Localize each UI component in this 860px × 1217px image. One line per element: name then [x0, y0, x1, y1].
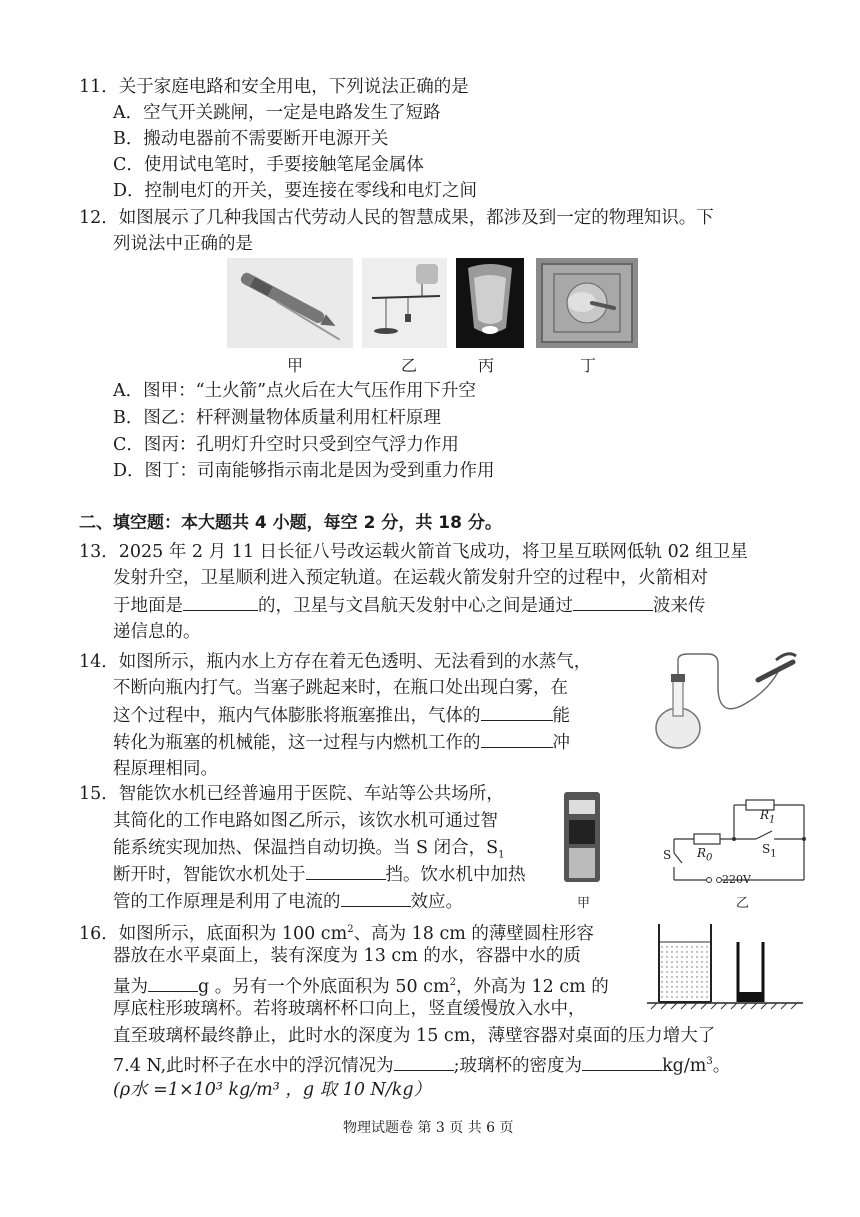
q13-line3-part2: 的，卫星与文昌航天发射中心之间是通过: [258, 596, 573, 616]
q16-line6: [113, 1049, 730, 1079]
q12-option-b: B．图乙：杆秤测量物体质量利用杠杆原理: [113, 408, 441, 428]
q12-stem-line1: 12．如图展示了几种我国古代劳动人民的智慧成果，都涉及到一定的物理知识。下: [79, 208, 714, 228]
cm2-superscript-1: 2: [347, 924, 354, 935]
r1-letter: R: [760, 808, 770, 822]
answer-blank-3[interactable]: [481, 702, 553, 721]
r0-letter: R: [697, 846, 707, 860]
answer-blank-7[interactable]: [148, 973, 198, 992]
containers-illustration: [645, 920, 805, 1010]
q14-line2: 不断向瓶内打气。当塞子跳起来时，在瓶口处出现白雾，在: [113, 678, 568, 698]
q13-line4: 递信息的。: [113, 622, 201, 642]
label-voltage: 220V: [722, 873, 751, 886]
q13-line3-part1: 于地面是: [113, 596, 183, 616]
figure-bing-lantern: [456, 258, 524, 348]
s1-subscript: 1: [498, 849, 505, 861]
q11-stem: 11．关于家庭电路和安全用电，下列说法正确的是: [79, 77, 469, 97]
answer-blank-9[interactable]: [582, 1052, 662, 1071]
q16-line6-part1: 7.4 N,此时杯子在水中的浮沉情况为: [113, 1055, 394, 1076]
rocket-illustration: [227, 258, 353, 348]
q16-line1-part1: 16．如图所示，底面积为 100 cm: [79, 923, 348, 944]
label-r1: [760, 808, 775, 825]
q13-line3: [113, 592, 706, 619]
q16-line2: 器放在水平桌面上，装有深度为 13 cm 的水，容器中水的质: [113, 946, 581, 966]
caption-yi: 乙: [401, 356, 418, 375]
caption-jia: 甲: [287, 356, 304, 375]
r0-subscript: 0: [706, 852, 713, 864]
q11-option-b: B．搬动电器前不需要断开电源开关: [113, 129, 389, 149]
s1-letter: S: [762, 842, 771, 856]
q13-line1: 13．2025 年 2 月 11 日长征八号改运载火箭首飞成功，将卫星互联网低轨 02 组卫星: [79, 542, 748, 562]
containers-figure: [645, 920, 805, 1010]
q16-given-values: (ρ水 =1×10³ kg/m³ ，g 取 10 N/kg）: [113, 1080, 432, 1100]
s1-label-subscript: 1: [770, 848, 777, 860]
answer-blank-6[interactable]: [341, 888, 411, 907]
figure-ding-sinan: [536, 258, 638, 348]
q15-line4-part2: 挡。饮水机中加热: [385, 865, 526, 885]
q16-line3-part3: ，外高为 12 cm 的: [455, 976, 609, 997]
q14-line4-part2: 冲: [552, 733, 570, 753]
figure-jia-rocket: [227, 258, 353, 348]
q12-option-d: D．图丁：司南能够指示南北是因为受到重力作用: [113, 461, 495, 481]
label-r0: [697, 846, 712, 863]
q14-line5: 程原理相同。: [113, 759, 218, 779]
q16-line6-part2: ;玻璃杯的密度为: [453, 1055, 583, 1076]
q15-line5: [113, 888, 463, 915]
q12-stem-line2: 列说法中正确的是: [113, 234, 253, 254]
q14-line3-part1: 这个过程中，瓶内气体膨胀将瓶塞推出，气体的: [113, 706, 481, 726]
q16-line5: 直至玻璃杯最终静止，此时水的深度为 15 cm，薄壁容器对桌面的压力增大了: [113, 1026, 716, 1046]
answer-blank-5[interactable]: [306, 861, 386, 880]
answer-blank-1[interactable]: [183, 592, 258, 611]
dispenser-illustration: [560, 790, 604, 885]
caption-dispenser: 甲: [577, 896, 591, 911]
q15-line4: [113, 861, 526, 888]
m3-superscript: 3: [706, 1056, 713, 1067]
sinan-compass-illustration: [536, 258, 638, 348]
q11-option-a: A．空气开关跳闸，一定是电路发生了短路: [113, 103, 441, 123]
q13-line2: 发射升空，卫星顺利进入预定轨道。在运载火箭发射升空的过程中，火箭相对: [113, 568, 708, 588]
q16-line1-part2: 、高为 18 cm 的薄壁圆柱形容: [353, 923, 594, 944]
answer-blank-2[interactable]: [573, 592, 653, 611]
cm2-superscript-2: 2: [449, 977, 456, 988]
caption-bing: 丙: [478, 356, 495, 375]
flask-pump-illustration: [648, 650, 798, 750]
answer-blank-8[interactable]: [394, 1052, 454, 1071]
q15-line5-part2: 效应。: [410, 892, 463, 912]
q16-line4: 厚底柱形玻璃杯。若将玻璃杯杯口向上，竖直缓慢放入水中，: [113, 999, 586, 1019]
page-footer: 物理试题卷 第 3 页 共 6 页: [343, 1120, 514, 1136]
q11-option-c: C．使用试电笔时，手要接触笔尾金属体: [113, 155, 424, 175]
q12-option-c: C．图丙：孔明灯升空时只受到空气浮力作用: [113, 435, 459, 455]
label-s1: [762, 842, 777, 859]
answer-blank-4[interactable]: [481, 729, 553, 748]
steelyard-illustration: [362, 258, 447, 348]
q16-line6-part4: 。: [712, 1055, 731, 1076]
section-heading: 二、填空题：本大题共 4 小题，每空 2 分，共 18 分。: [79, 513, 502, 533]
q16-line6-part3: kg/m: [662, 1055, 707, 1076]
q14-line3: [113, 702, 570, 729]
water-dispenser-figure: [560, 790, 604, 885]
r1-subscript: 1: [769, 814, 776, 826]
caption-circuit: 乙: [736, 896, 750, 911]
q16-line3-part2: g 。另有一个外底面积为 50 cm: [198, 976, 450, 997]
caption-ding: 丁: [580, 356, 597, 375]
q14-line4: [113, 729, 570, 756]
q15-line3-text: 能系统实现加热、保温挡自动切换。当 S 闭合，S: [113, 838, 499, 858]
q15-line1: 15．智能饮水机已经普遍用于医院、车站等公共场所，: [79, 784, 504, 804]
q13-line3-part3: 波来传: [653, 596, 706, 616]
q14-line3-part2: 能: [552, 706, 570, 726]
q15-line5-part1: 管的工作原理是利用了电流的: [113, 892, 341, 912]
label-s: S: [663, 848, 672, 862]
q16-line3-part1: 量为: [113, 976, 148, 997]
q15-line4-part1: 断开时，智能饮水机处于: [113, 865, 306, 885]
q14-line1: 14．如图所示，瓶内水上方存在着无色透明、无法看到的水蒸气，: [79, 652, 592, 672]
sky-lantern-illustration: [456, 258, 524, 348]
q12-option-a: A．图甲：“土火箭”点火后在大气压作用下升空: [113, 381, 477, 401]
q14-line4-part1: 转化为瓶塞的机械能，这一过程与内燃机工作的: [113, 733, 481, 753]
q15-line2: 其简化的工作电路如图乙所示，该饮水机可通过智: [113, 811, 498, 831]
q11-option-d: D．控制电灯的开关，要连接在零线和电灯之间: [113, 181, 478, 201]
figure-yi-steelyard: [362, 258, 447, 348]
q14-flask-figure: [648, 650, 798, 750]
